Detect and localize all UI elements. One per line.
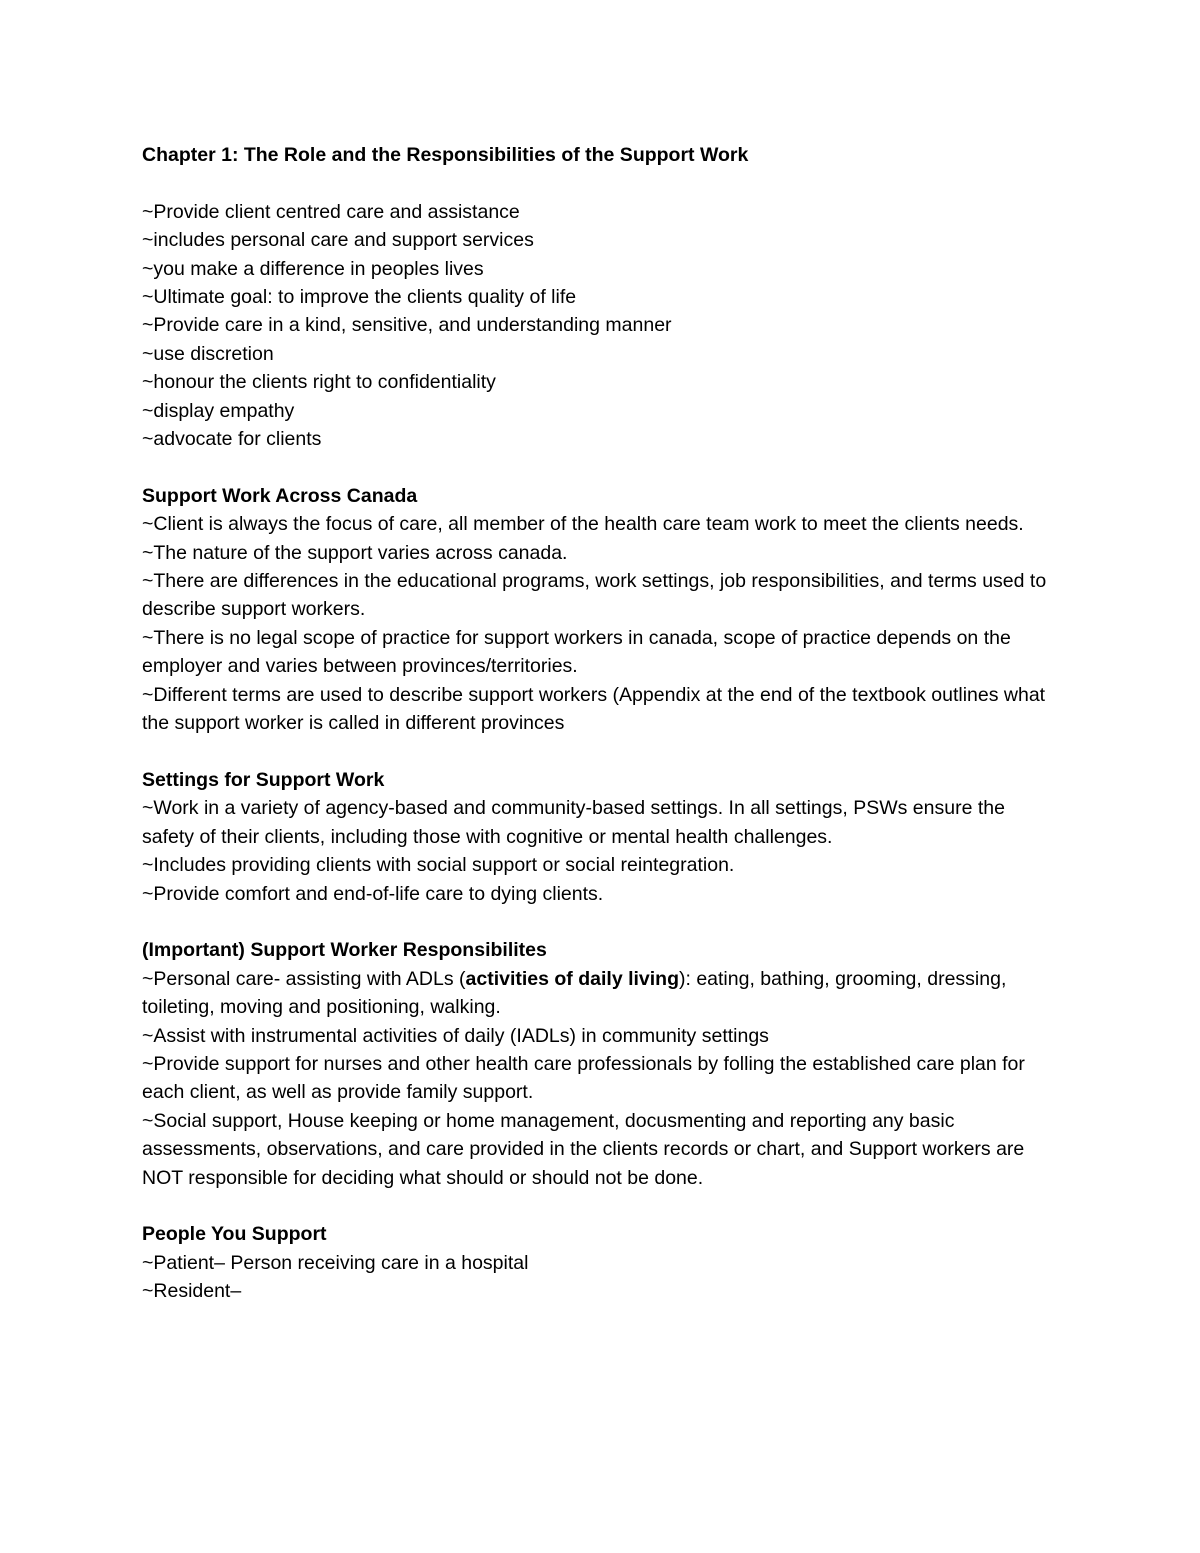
list-item: ~Assist with instrumental activities of daily (IADLs) in community settings: [142, 1024, 769, 1047]
list-item: ~you make a difference in peoples lives: [142, 257, 484, 280]
list-item: ~use discretion: [142, 342, 274, 365]
text-run: ~Personal care- assisting with ADLs (: [142, 967, 466, 990]
section-settings: [142, 766, 1062, 908]
chapter-title: Chapter 1: The Role and the Responsibilities of the Support Work: [142, 144, 749, 166]
list-item: ~The nature of the support varies across canada.: [142, 541, 568, 564]
list-item: ~Includes providing clients with social support or social reintegration.: [142, 854, 735, 877]
list-item: ~Patient– Person receiving care in a hospital: [142, 1251, 529, 1274]
section-across-canada: [142, 482, 1062, 738]
list-item: ~There is no legal scope of practice for support workers in canada, scope of practice depends on the employer and varies between provinces/territories.: [142, 626, 1011, 678]
list-item: ~There are differences in the educational programs, work settings, job responsibilities, and terms used to describe support workers.: [142, 570, 1047, 621]
list-item: ~Provide comfort and end-of-life care to dying clients.: [142, 882, 604, 905]
spacer: [142, 738, 1062, 766]
bold-term: activities of daily living: [465, 967, 679, 990]
intro-list: [142, 198, 1062, 454]
list-item: ~honour the clients right to confidentiality: [142, 371, 496, 394]
spacer: [142, 908, 1062, 936]
section-heading: People You Support: [142, 1223, 327, 1246]
list-item: ~Resident–: [142, 1280, 242, 1303]
spacer: [142, 1192, 1062, 1220]
section-people: [142, 1220, 1062, 1305]
list-item: ~includes personal care and support services: [142, 229, 534, 252]
list-item: ~display empathy: [142, 399, 295, 422]
spacer: [142, 453, 1062, 481]
text-run: ): eating, bathing, grooming, dressing, toileting, moving and positioning, walking.: [142, 967, 1007, 1019]
spacer: [142, 169, 1062, 197]
list-item: ~Provide client centred care and assistance: [142, 200, 520, 223]
list-item: ~Different terms are used to describe support workers (Appendix at the end of the textbook outlines what the support worker is called in different provinces: [142, 683, 1046, 735]
section-heading: (Important) Support Worker Responsibilites: [142, 939, 547, 962]
list-item: ~Work in a variety of agency-based and community-based settings. In all settings, PSWs ensure the safety of their clients, including those with cognitive or mental health challenges.: [142, 797, 1005, 848]
document-page: [142, 141, 1062, 1306]
section-heading: Support Work Across Canada: [142, 484, 418, 507]
list-item: ~Social support, House keeping or home management, docusmenting and reporting any basic assessments, observations, and care provided in the clients records or chart, and Support workers are NOT responsible for deciding what should or should not be done.: [142, 1109, 1025, 1189]
list-item: ~Client is always the focus of care, all member of the health care team work to meet the clients needs.: [142, 513, 1024, 536]
list-item: ~Provide care in a kind, sensitive, and understanding manner: [142, 314, 672, 337]
list-item: ~Provide support for nurses and other health care professionals by folling the established care plan for each client, as well as provide family support.: [142, 1052, 1025, 1104]
section-heading: Settings for Support Work: [142, 768, 385, 791]
list-item-personal-care: [142, 965, 1062, 1022]
list-item: ~advocate for clients: [142, 428, 322, 451]
section-responsibilities: [142, 936, 1062, 1192]
list-item: ~Ultimate goal: to improve the clients quality of life: [142, 286, 577, 309]
